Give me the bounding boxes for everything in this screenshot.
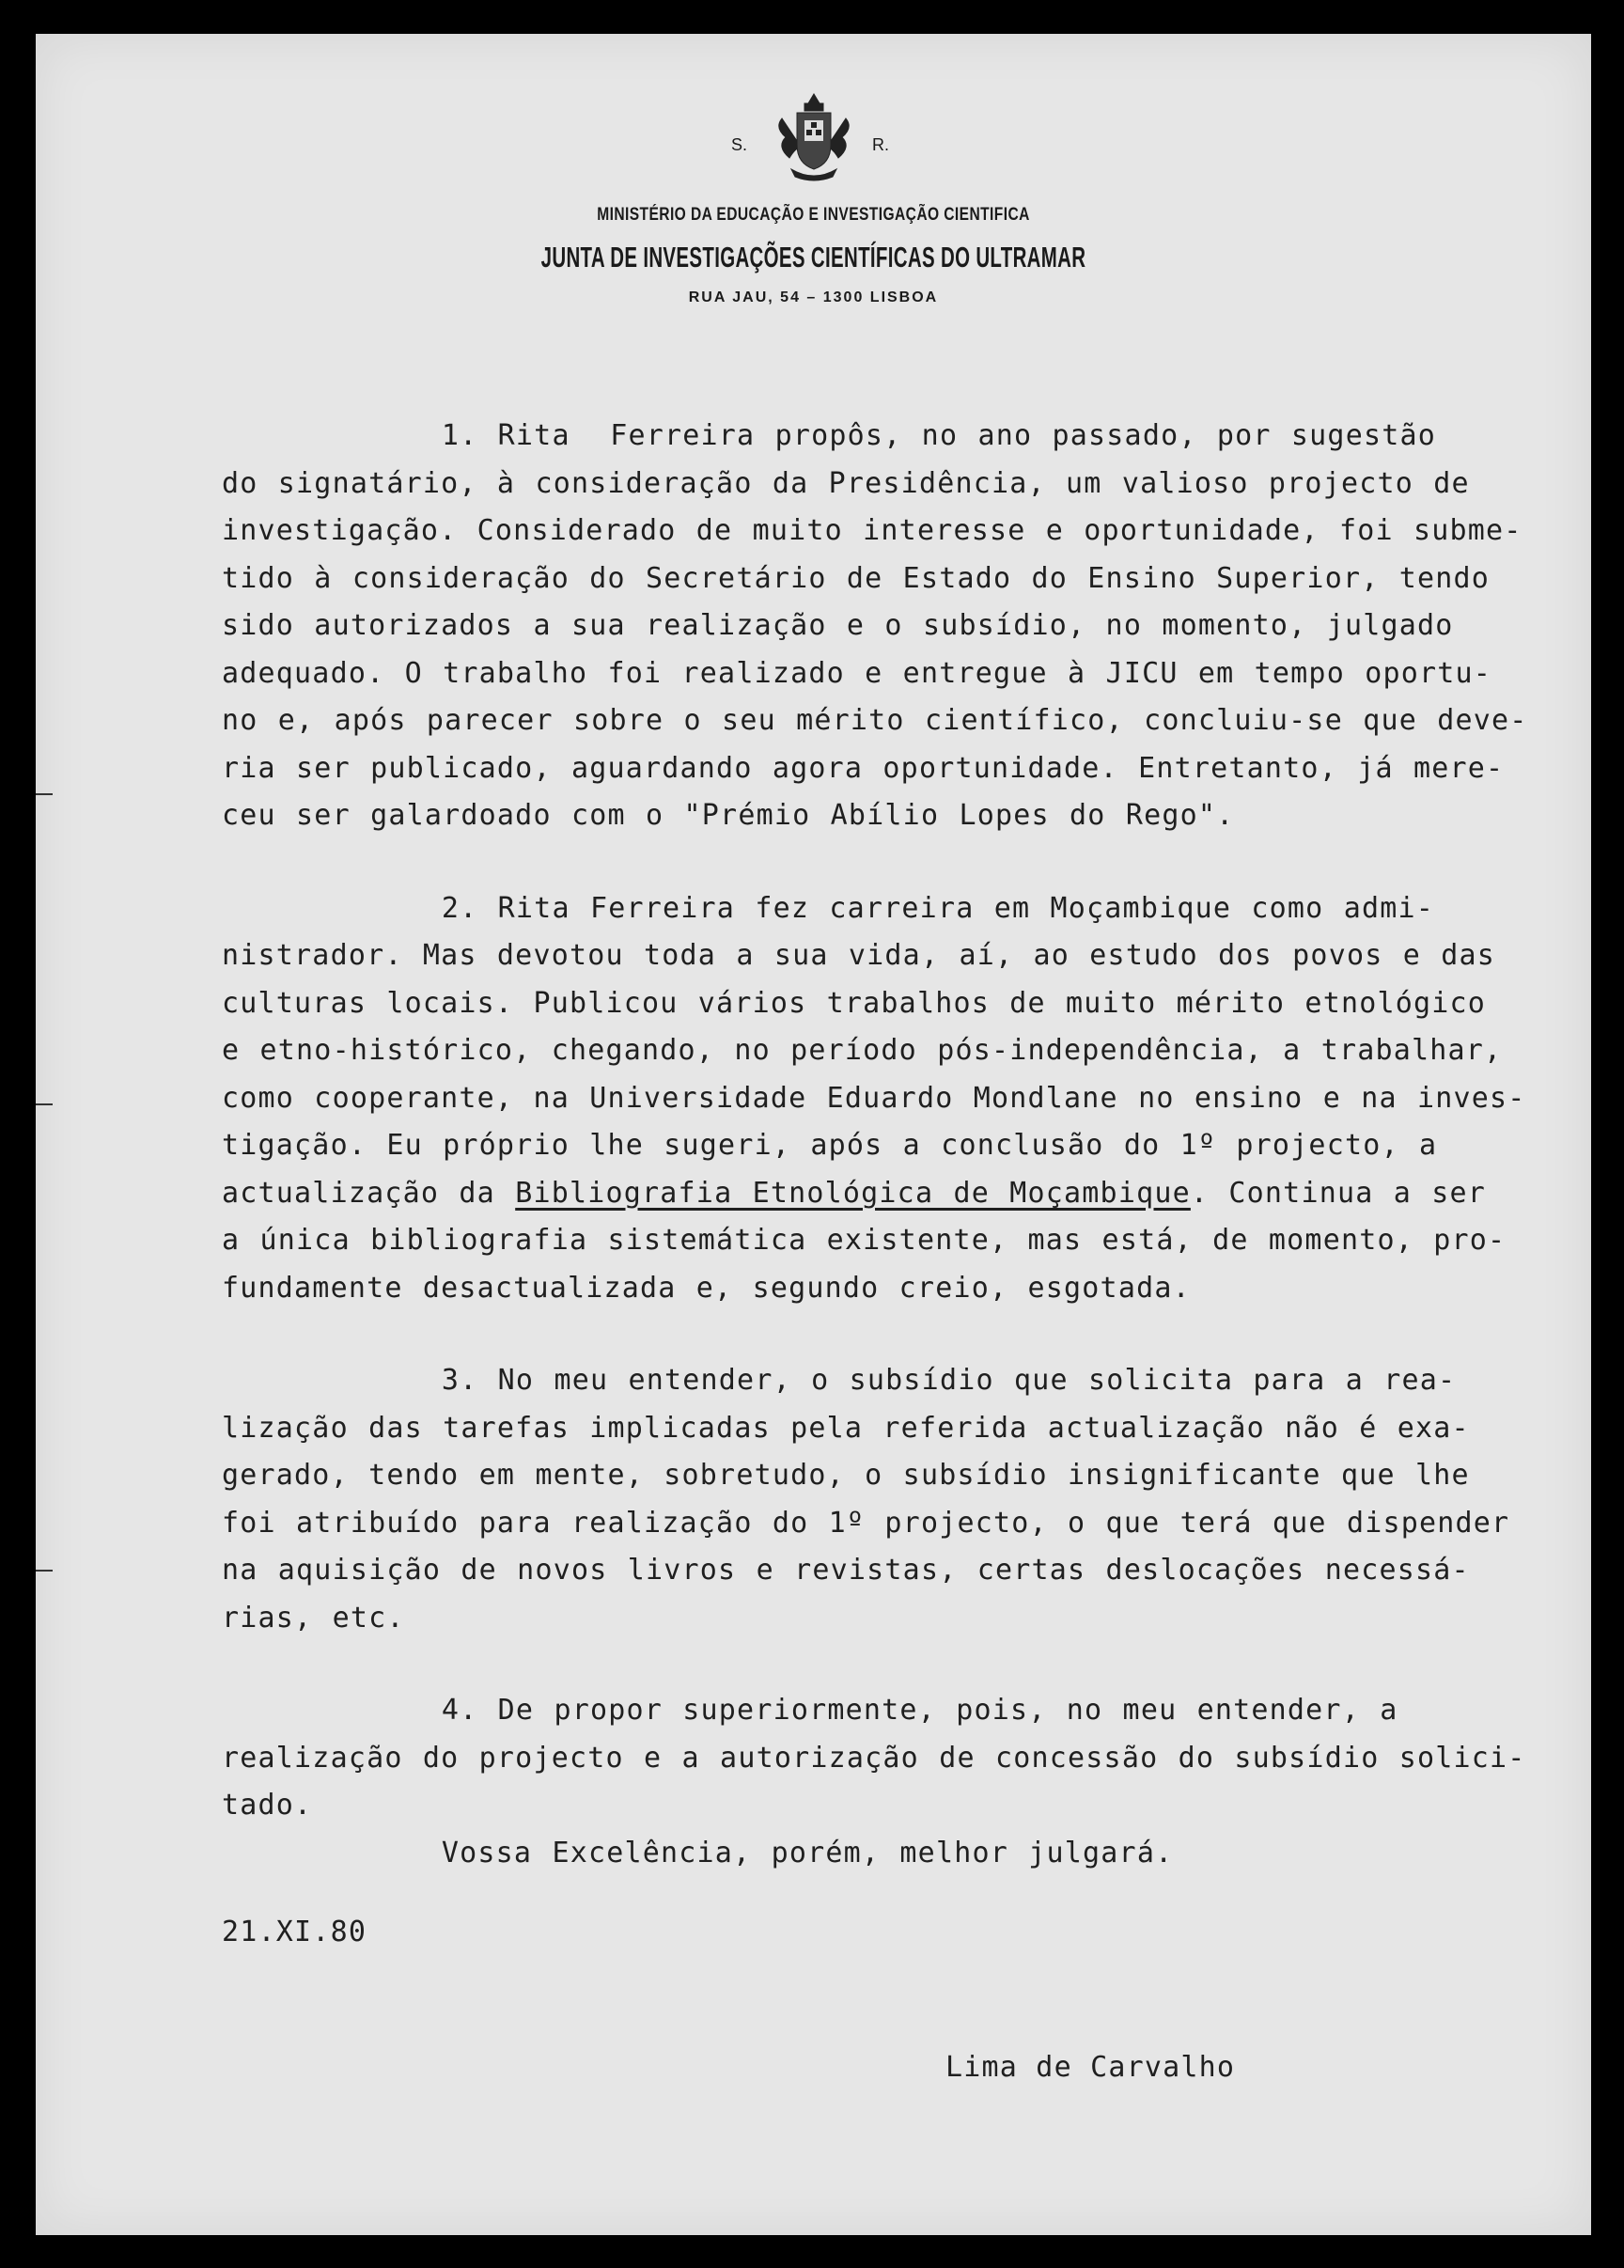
text-line: fundamente desactualizada e, segundo creio, esgotada. bbox=[222, 1271, 1191, 1305]
coat-of-arms-icon bbox=[773, 90, 855, 184]
margin-mark bbox=[36, 793, 53, 795]
text-line: e etno-histórico, chegando, no período pós-independência, a trabalhar, bbox=[222, 1034, 1503, 1067]
text-line: ria ser publicado, aguardando agora oportunidade. Entretanto, já mere- bbox=[222, 751, 1505, 785]
text-line: rias, etc. bbox=[222, 1601, 405, 1635]
text-line: tado. bbox=[222, 1789, 313, 1822]
letter-body bbox=[222, 413, 1594, 1877]
crest-row bbox=[36, 90, 1591, 194]
text-line: 3. No meu entender, o subsídio que solicita para a rea- bbox=[222, 1364, 1457, 1397]
institution-name: JUNTA DE INVESTIGAÇÕES CIENTÍFICAS DO ULTRAMAR bbox=[540, 241, 1086, 274]
paragraph-1 bbox=[222, 413, 1594, 840]
paragraph-2 bbox=[222, 885, 1594, 1313]
paragraph-4 bbox=[222, 1687, 1594, 1877]
text-line-with-title bbox=[222, 1170, 1594, 1218]
letterhead-initial-left: S. bbox=[731, 135, 748, 154]
margin-mark bbox=[36, 1103, 53, 1105]
text-line: no e, após parecer sobre o seu mérito científico, concluiu-se que deve- bbox=[222, 704, 1528, 737]
text-line: sido autorizados a sua realização e o subsídio, no momento, julgado bbox=[222, 609, 1454, 642]
text-line: tigação. Eu próprio lhe sugeri, após a conclusão do 1º projecto, a bbox=[222, 1129, 1438, 1162]
text-line: realização do projecto e a autorização de concessão do subsídio solici- bbox=[222, 1741, 1526, 1775]
text-line: lização das tarefas implicadas pela referida actualização não é exa- bbox=[222, 1411, 1470, 1445]
text-line: 4. De propor superiormente, pois, no meu entender, a bbox=[222, 1694, 1398, 1727]
text-line: na aquisição de novos livros e revistas, certas deslocações necessá- bbox=[222, 1554, 1470, 1587]
letter-date: 21.XI.80 bbox=[222, 1916, 367, 1948]
text-line: gerado, tendo em mente, sobretudo, o subsídio insignificante que lhe bbox=[222, 1459, 1470, 1492]
text-line: 1. Rita Ferreira propôs, no ano passado, por sugestão bbox=[222, 419, 1436, 452]
book-title: Bibliografia Etnológica de Moçambique bbox=[515, 1176, 1191, 1210]
text-line: 2. Rita Ferreira fez carreira em Moçambique como admi- bbox=[222, 891, 1434, 925]
letterhead bbox=[36, 90, 1591, 305]
text-line: nistrador. Mas devotou toda a sua vida, aí, ao estudo dos povos e das bbox=[222, 939, 1496, 972]
text-line: foi atribuído para realização do 1º projecto, o que terá que dispender bbox=[222, 1506, 1510, 1540]
text-fragment: actualização da bbox=[222, 1176, 516, 1210]
text-line: ceu ser galardoado com o "Prémio Abílio Lopes do Rego". bbox=[222, 799, 1235, 832]
letterhead-initial-right: R. bbox=[872, 135, 889, 154]
institution-address: RUA JAU, 54 – 1300 LISBOA bbox=[688, 289, 939, 305]
closing-line: Vossa Excelência, porém, melhor julgará. bbox=[222, 1836, 1174, 1869]
ministry-name: MINISTÉRIO DA EDUCAÇÃO E INVESTIGAÇÃO CIENTIFICA bbox=[597, 205, 1030, 225]
text-line: adequado. O trabalho foi realizado e entregue à JICU em tempo oportu- bbox=[222, 656, 1492, 690]
paragraph-3 bbox=[222, 1357, 1594, 1642]
text-line: investigação. Considerado de muito interesse e oportunidade, foi subme- bbox=[222, 514, 1522, 547]
signature-name: Lima de Carvalho bbox=[945, 2051, 1236, 2084]
text-line: a única bibliografia sistemática existente, mas está, de momento, pro- bbox=[222, 1224, 1507, 1257]
text-line: como cooperante, na Universidade Eduardo Mondlane no ensino e na inves- bbox=[222, 1081, 1526, 1115]
text-line: tido à consideração do Secretário de Estado do Ensino Superior, tendo bbox=[222, 561, 1491, 595]
text-fragment: . Continua a ser bbox=[1190, 1176, 1487, 1210]
document-page bbox=[36, 34, 1591, 2235]
margin-mark bbox=[36, 1570, 53, 1572]
text-line: do signatário, à consideração da Presidência, um valioso projecto de bbox=[222, 466, 1470, 500]
text-line: culturas locais. Publicou vários trabalhos de muito mérito etnológico bbox=[222, 986, 1487, 1020]
